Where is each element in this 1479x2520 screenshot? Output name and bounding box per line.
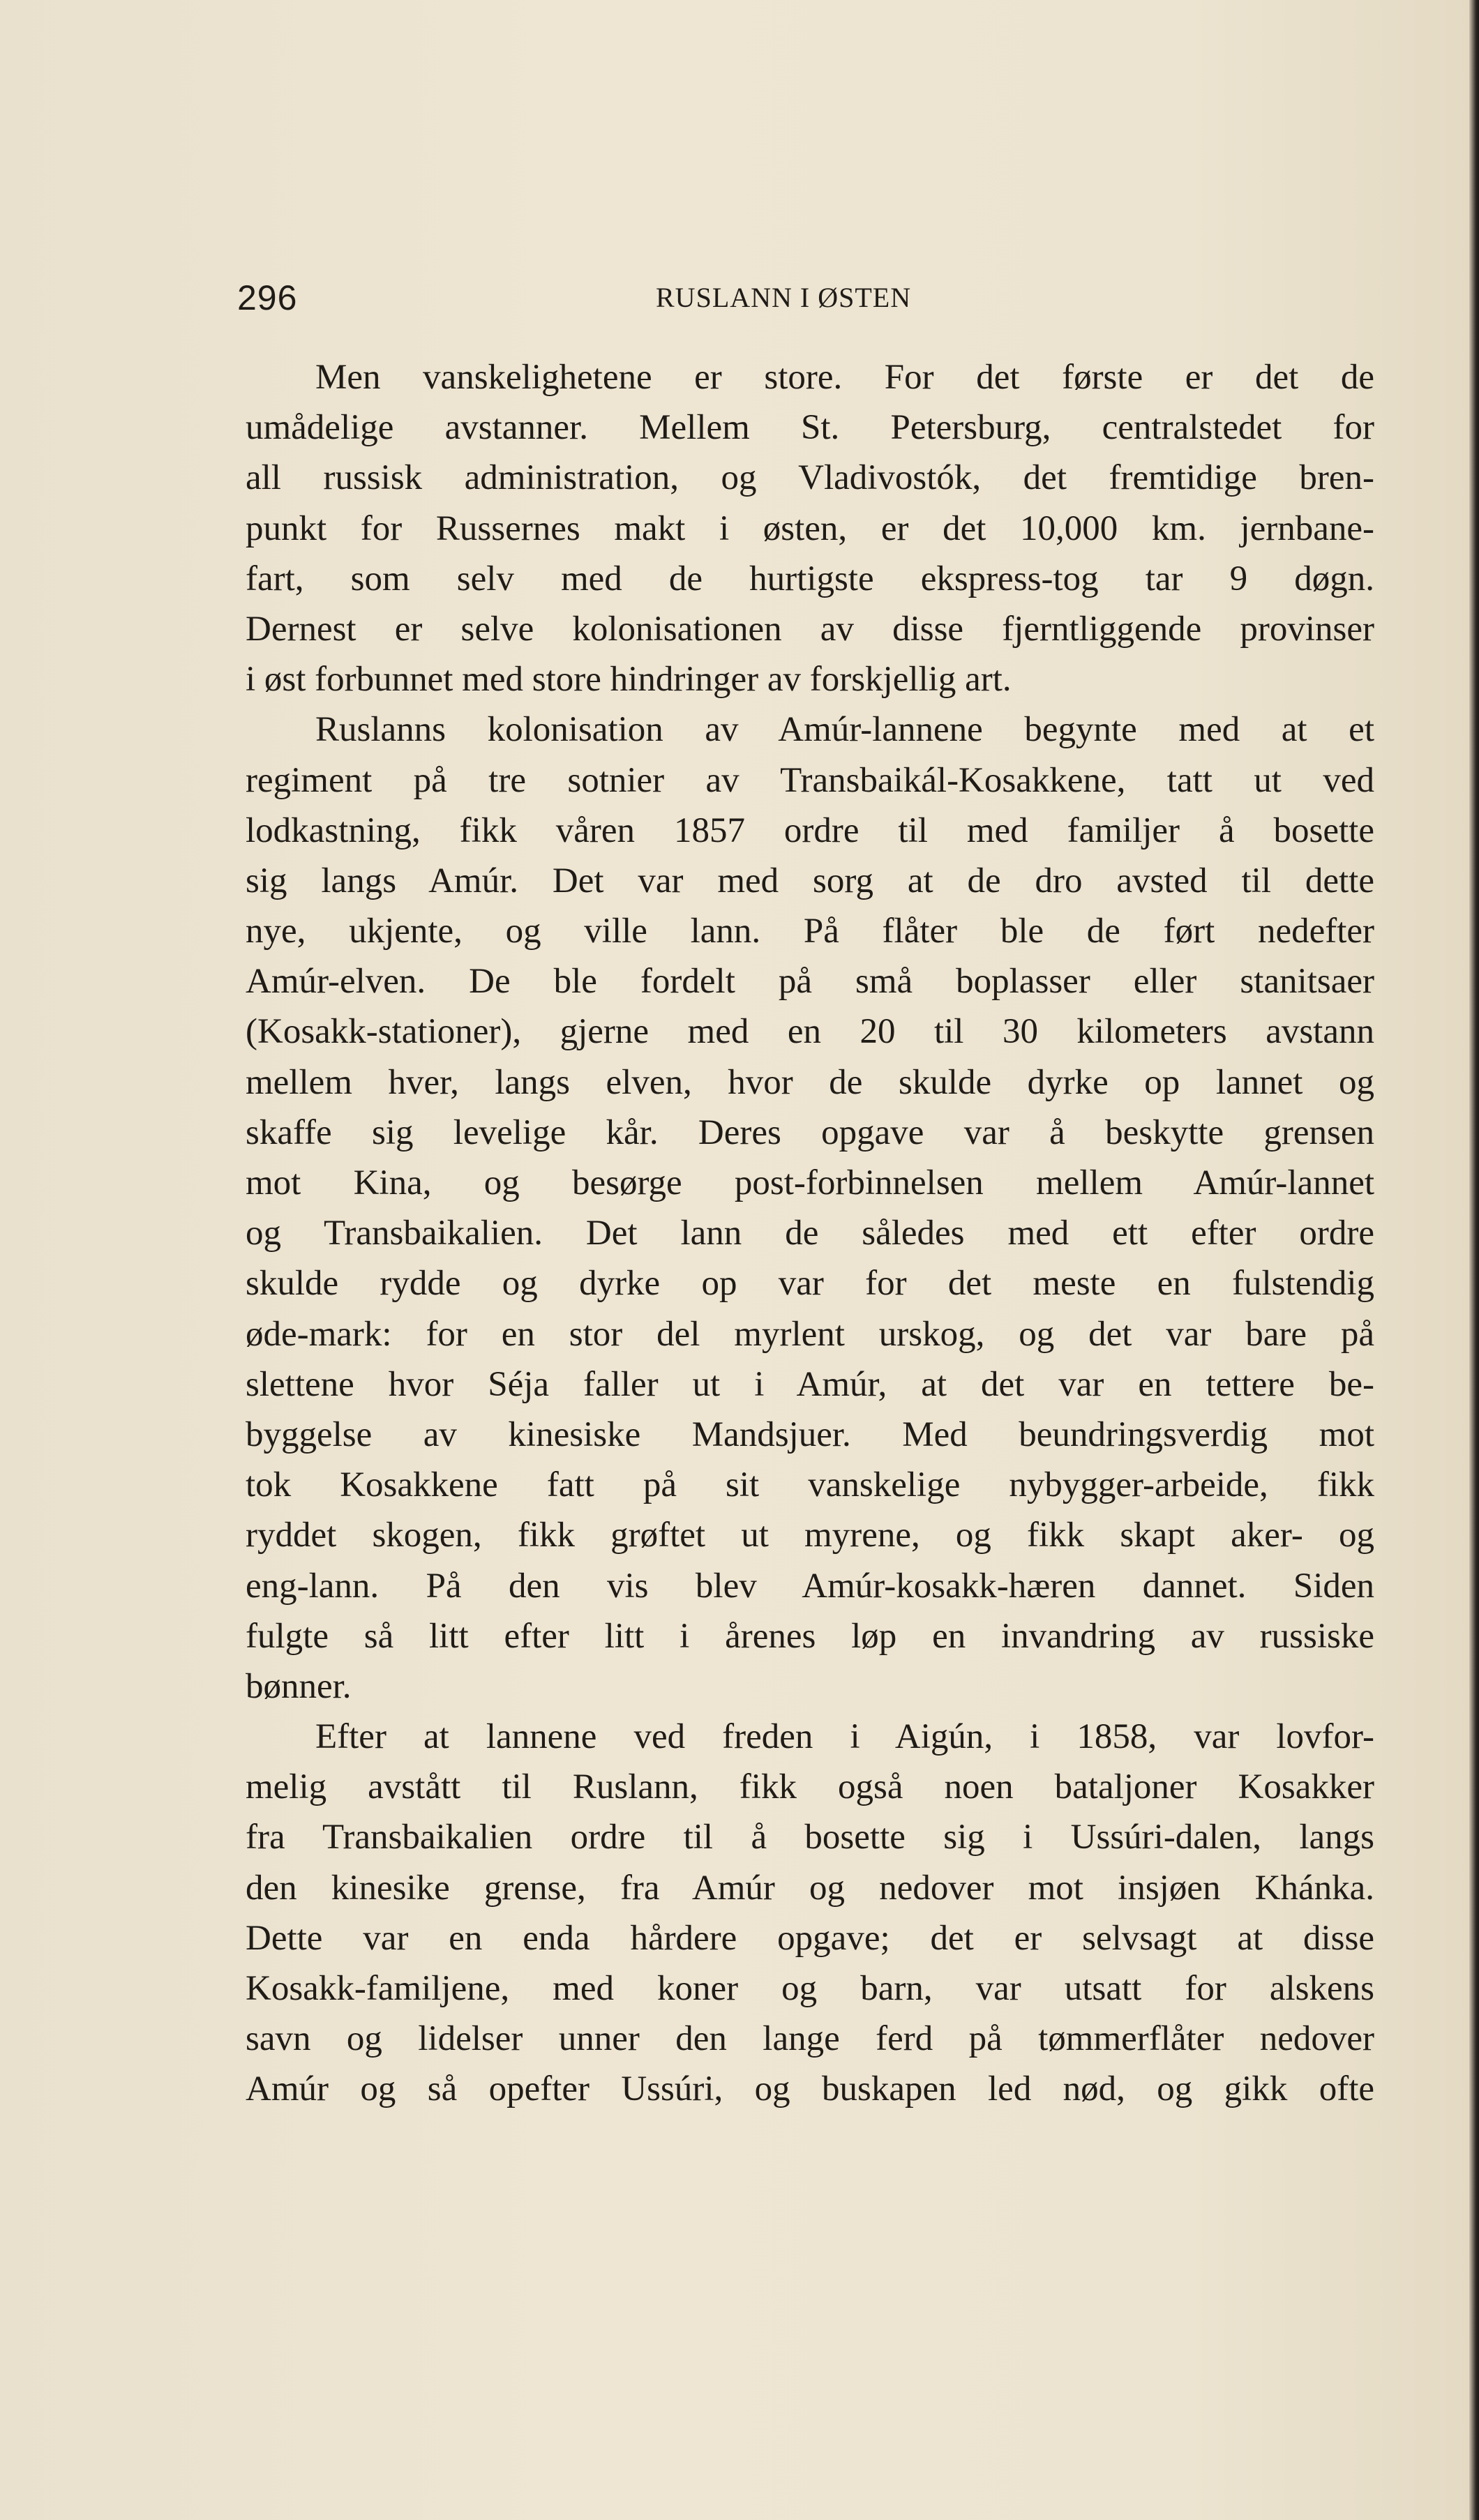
- running-head: RUSLANN I ØSTEN: [656, 282, 912, 313]
- text-line: den kinesike grense, fra Amúr og nedover mot insjøen Khánka.: [246, 1868, 1374, 1908]
- page-number: 296: [237, 278, 298, 317]
- text-line: Efter at lannene ved freden i Aigún, i 1858, var lovfor-: [315, 1717, 1374, 1757]
- text-line: Kosakk-familjene, med koner og barn, var utsatt for alskens: [246, 1969, 1374, 2008]
- page-edge-shadow: [1469, 0, 1479, 2520]
- text-line: umådelige avstanner. Mellem St. Petersburg, centralstedet for: [246, 408, 1374, 448]
- text-line: Amúr-elven. De ble fordelt på små boplasser eller stanitsaer: [246, 962, 1374, 1002]
- text-line: bønner.: [246, 1666, 352, 1706]
- body-text: [246, 352, 1374, 2115]
- text-line: all russisk administration, og Vladivostók, det fremtidige bren-: [246, 458, 1374, 498]
- text-line: skulde rydde og dyrke op var for det meste en fulstendig: [246, 1264, 1374, 1304]
- text-line: nye, ukjente, og ville lann. På flåter ble de ført nedefter: [246, 912, 1374, 951]
- text-line: mot Kina, og besørge post-forbinnelsen mellem Amúr-lannet: [246, 1163, 1374, 1202]
- text-line: tok Kosakkene fatt på sit vanskelige nybygger-arbeide, fikk: [246, 1465, 1374, 1505]
- text-line: fulgte så litt efter litt i årenes løp en invandring av russiske: [246, 1616, 1374, 1656]
- text-line: øde-mark: for en stor del myrlent urskog, og det var bare på: [246, 1314, 1374, 1354]
- text-line: fart, som selv med de hurtigste ekspress-tog tar 9 døgn.: [246, 559, 1374, 598]
- text-line: lodkastning, fikk våren 1857 ordre til med familjer å bosette: [246, 810, 1374, 850]
- text-line: Amúr og så opefter Ussúri, og buskapen led nød, og gikk ofte: [246, 2069, 1374, 2109]
- text-line: ryddet skogen, fikk grøftet ut myrene, og fikk skapt aker- og: [246, 1516, 1374, 1555]
- text-line: melig avstått til Ruslann, fikk også noen bataljoner Kosakker: [246, 1767, 1374, 1807]
- page-header: [237, 273, 1374, 322]
- text-line: (Kosakk-stationer), gjerne med en 20 til 30 kilometers avstann: [246, 1012, 1374, 1052]
- text-line: mellem hver, langs elven, hvor de skulde dyrke op lannet og: [246, 1062, 1374, 1102]
- text-line: skaffe sig levelige kår. Deres opgave var å beskytte grensen: [246, 1112, 1374, 1152]
- text-line: byggelse av kinesiske Mandsjuer. Med beundringsverdig mot: [246, 1414, 1374, 1454]
- text-line: Men vanskelighetene er store. For det første er det de: [315, 358, 1374, 397]
- text-line: slettene hvor Séja faller ut i Amúr, at det var en tettere be-: [246, 1364, 1374, 1404]
- text-line: Dernest er selve kolonisationen av disse fjerntliggende provinser: [246, 609, 1374, 649]
- text-line: i øst forbunnet med store hindringer av forskjellig art.: [246, 660, 1012, 700]
- text-line: regiment på tre sotnier av Transbaikál-Kosakkene, tatt ut ved: [246, 760, 1374, 800]
- text-line: Dette var en enda hårdere opgave; det er selvsagt at disse: [246, 1918, 1374, 1958]
- text-line: eng-lann. På den vis blev Amúr-kosakk-hæren dannet. Siden: [246, 1566, 1374, 1606]
- text-line: sig langs Amúr. Det var med sorg at de dro avsted til dette: [246, 861, 1374, 900]
- text-line: og Transbaikalien. Det lann de således med ett efter ordre: [246, 1214, 1374, 1253]
- text-line: fra Transbaikalien ordre til å bosette sig i Ussúri-dalen, langs: [246, 1818, 1374, 1857]
- text-line: punkt for Russernes makt i østen, er det 10,000 km. jernbane-: [246, 508, 1374, 548]
- text-line: savn og lidelser unner den lange ferd på tømmerflåter nedover: [246, 2019, 1374, 2059]
- text-line: Ruslanns kolonisation av Amúr-lannene begynte med at et: [315, 710, 1374, 750]
